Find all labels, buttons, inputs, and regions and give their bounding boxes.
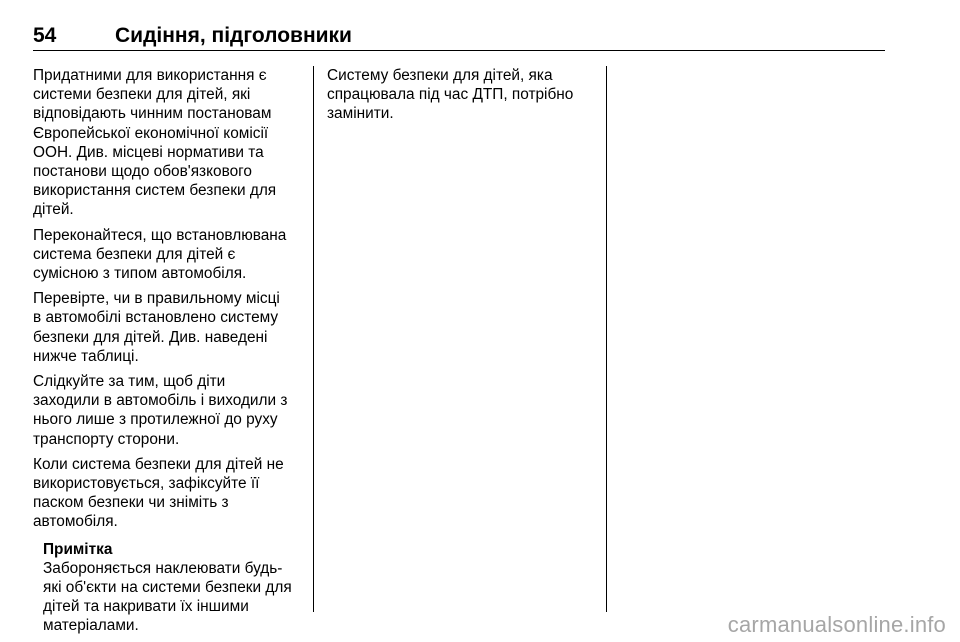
column-divider [313,66,314,612]
text-line: в автомобілі встановлено систему [33,309,279,327]
text-line: сумісною з типом автомобіля. [33,265,247,283]
note-line: дітей та накривати їх іншими [43,598,249,616]
text-line: автомобіля. [33,513,118,531]
note-title: Примітка [43,540,113,558]
left-column [33,66,303,636]
text-line: Перевірте, чи в правильному місці [33,290,280,308]
page-number: 54 [33,24,57,47]
text-line: транспорту сторони. [33,430,180,448]
paragraph-unused-system [33,455,303,532]
text-line: спрацювала під час ДТП, потрібно [327,86,574,104]
text-line: ООН. Див. місцеві нормативи та [33,143,264,161]
text-line: Коли система безпеки для дітей не [33,455,284,473]
text-line: система безпеки для дітей є [33,245,236,263]
note-line: які об'єкти на системи безпеки для [43,579,292,597]
note-block [43,540,303,636]
paragraph-compatibility [33,226,303,284]
text-line: Придатними для використання є [33,67,267,84]
page-title: Сидіння, підголовники [115,24,352,47]
text-line: використовується, зафіксуйте її [33,475,260,493]
paragraph-correct-position [33,289,303,366]
text-line: нього лише з протилежної до руху [33,411,278,429]
text-line: Переконайтеся, що встановлювана [33,226,287,244]
text-line: постанови щодо обов'язкового [33,163,252,181]
paragraph-suitable-systems [33,66,303,220]
column-divider [606,66,607,612]
text-line: паском безпеки чи зніміть з [33,494,229,512]
text-line: заходили в автомобіль і виходили з [33,392,288,410]
note-line: Забороняється наклеювати будь- [43,559,283,577]
text-line: дітей. [33,201,74,219]
page-header [33,20,885,51]
text-line: відповідають чинним постановам [33,105,272,123]
text-line: нижче таблиці. [33,347,139,365]
text-line: безпеки для дітей. Див. наведені [33,328,268,346]
middle-column [327,66,599,130]
text-line: Слідкуйте за тим, щоб діти [33,373,226,391]
paragraph-replace-after-accident [327,66,599,124]
text-line: використання систем безпеки для [33,182,277,200]
text-line: системи безпеки для дітей, які [33,86,251,104]
text-line: Європейської економічної комісії [33,124,269,142]
note-line: матеріалами. [43,617,139,635]
text-line: Систему безпеки для дітей, яка [327,67,553,84]
watermark: carmanualsonline.info [727,612,946,637]
paragraph-children-exit [33,372,303,449]
text-line: замінити. [327,105,394,123]
